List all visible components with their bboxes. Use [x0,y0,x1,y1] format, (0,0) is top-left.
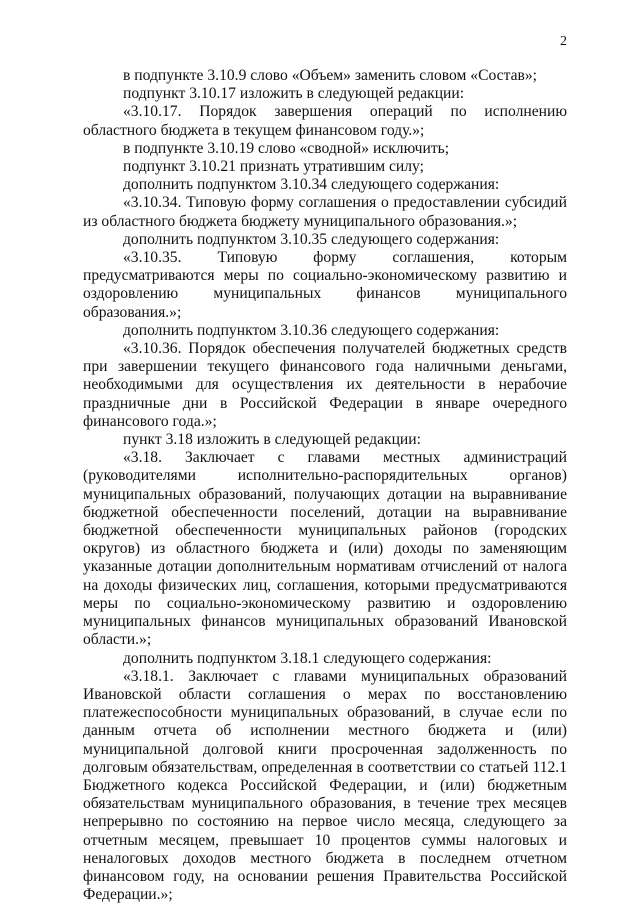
paragraph: «3.10.17. Порядок завершения операций по исполнению областного бюджета в текущем финансовом году.»; [83,103,567,139]
paragraph: подпункт 3.10.21 признать утратившим силу; [123,158,424,176]
paragraph: в подпункте 3.10.9 слово «Объем» заменить словом «Состав»; [123,67,537,84]
paragraph: пункт 3.18 изложить в следующей редакции: [123,431,421,449]
paragraph: в подпункте 3.10.19 слово «сводной» исключить; [123,139,450,157]
paragraph: дополнить подпунктом 3.10.35 следующего содержания: [123,230,500,248]
paragraph: «3.10.34. Типовую форму соглашения о предоставлении субсидий из областного бюджета бюджету муниципального образования.»; [83,194,567,230]
paragraph: дополнить подпунктом 3.10.36 следующего содержания: [123,321,500,339]
paragraph: «3.10.35. Типовую форму соглашения, которым предусматриваются меры по социально-экономическому развитию и оздоровлению муниципальных финансов муниципального образования.»; [83,249,567,321]
document-body [83,67,567,904]
paragraph: «3.18.1. Заключает с главами муниципальных образований Ивановской области соглашения о мерах по восстановлению платежеспособности муниципальных образований, в случае если по данным отчета об исполнении местного бюджета и (или) муниципальной долговой книги просроченная задолженность по долговым обязательствам, определенная в соответствии со статьей 112.1 Бюджетного кодекса Российской Федерации, и (или) бюджетным обязательствам муниципального образования, в течение трех месяцев непрерывно по состоянию на первое число месяца, следующего за отчетным месяцем, превышает 10 процентов суммы налоговых и неналоговых доходов местного бюджета в последнем отчетном финансовом году, на основании решения Правительства Российской Федерации.»; [83,667,567,904]
page-number: 2 [560,34,567,49]
paragraph: дополнить подпунктом 3.18.1 следующего содержания: [123,649,492,667]
paragraph: «3.18. Заключает с главами местных администраций (руководителями исполнительно-распорядительных органов) муниципальных образований, получающих дотации на выравнивание бюджетной обеспеченности поселений, дотации на выравнивание бюджетной обеспеченности муниципальных районов (городских округов) из областного бюджета и (или) доходы по заменяющим указанные дотации дополнительным нормативам отчислений от налога на доходы физических лиц, соглашения, которыми предусматриваются меры по социально-экономическому развитию и оздоровлению муниципальных финансов муниципальных образований Ивановской области.»; [83,449,567,649]
paragraph: «3.10.36. Порядок обеспечения получателей бюджетных средств при завершении текущего финансового года наличными деньгами, необходимыми для осуществления их деятельности в нерабочие праздничные дни в Российской Федерации в январе очередного финансового года.»; [83,340,567,430]
paragraph: подпункт 3.10.17 изложить в следующей редакции: [123,85,465,103]
paragraph: дополнить подпунктом 3.10.34 следующего содержания: [123,176,500,194]
